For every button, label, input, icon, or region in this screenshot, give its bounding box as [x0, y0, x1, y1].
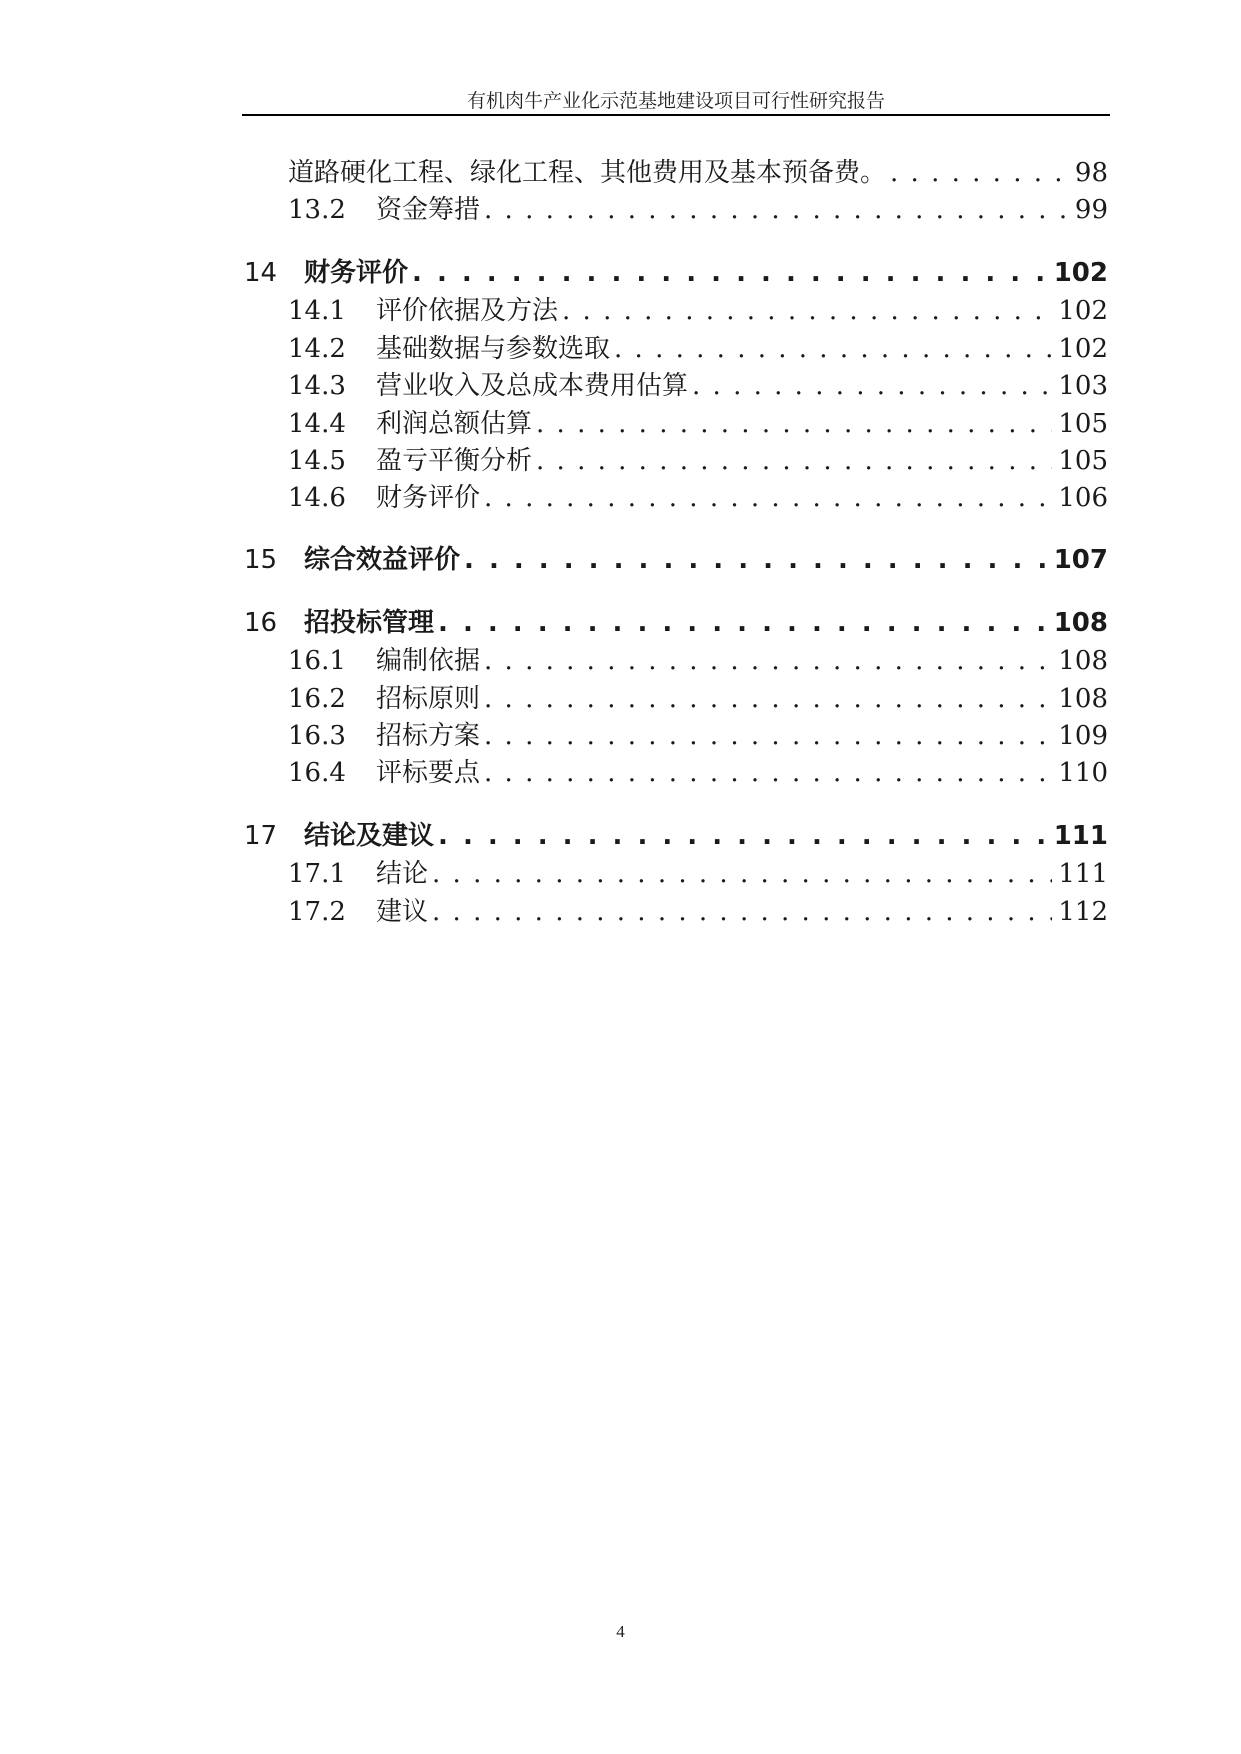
toc-chapter-page: 107 — [1053, 545, 1108, 575]
toc-entry-page: 111 — [1058, 859, 1108, 887]
toc-leader-dots — [484, 684, 1052, 712]
toc-entry-number: 13.2 — [288, 195, 346, 223]
toc-entry-title: 道路硬化工程、绿化工程、其他费用及基本预备费。 — [288, 158, 887, 186]
toc-entry-number: 14.1 — [288, 296, 346, 324]
toc-chapter-number: 14 — [244, 258, 278, 288]
toc-chapter-number: 17 — [244, 821, 278, 851]
toc-entry[interactable] — [288, 328, 1108, 362]
toc-leader-dots — [438, 821, 1048, 851]
toc-entry-page: 108 — [1058, 684, 1108, 712]
toc-entry-title: 建议 — [376, 897, 429, 925]
toc-leader-dots — [484, 483, 1052, 511]
toc-entry-title: 基础数据与参数选取 — [376, 334, 611, 362]
toc-leader-dots — [438, 608, 1048, 638]
toc-leader-dots — [464, 545, 1048, 575]
toc-entry-title: 评价依据及方法 — [376, 296, 559, 324]
toc-entry-title: 盈亏平衡分析 — [376, 446, 533, 474]
toc-entry-number: 17.2 — [288, 897, 346, 925]
toc-entry-number: 14.2 — [288, 334, 346, 362]
toc-entry-number: 16.3 — [288, 721, 346, 749]
toc-entry-number: 16.2 — [288, 684, 346, 712]
toc-entry-title: 营业收入及总成本费用估算 — [376, 371, 689, 399]
toc-entry[interactable] — [288, 189, 1108, 223]
toc-entry-title: 资金筹措 — [376, 195, 481, 223]
toc-chapter-page: 102 — [1053, 258, 1108, 288]
toc-chapter-number: 15 — [244, 545, 278, 575]
toc-leader-dots — [890, 158, 1069, 186]
toc-chapter-title: 招投标管理 — [304, 608, 435, 638]
toc-entry[interactable] — [288, 853, 1108, 887]
toc-entry[interactable] — [288, 715, 1108, 749]
toc-entry[interactable] — [288, 640, 1108, 674]
toc-entry[interactable] — [288, 152, 1108, 186]
toc-entry[interactable] — [288, 678, 1108, 712]
toc-entry-page: 110 — [1058, 758, 1108, 786]
toc-leader-dots — [484, 758, 1052, 786]
toc-entry-page: 102 — [1058, 296, 1108, 324]
toc-leader-dots — [432, 897, 1052, 925]
toc-entry-number: 16.4 — [288, 758, 346, 786]
toc-entry[interactable] — [288, 290, 1108, 324]
toc-entry-page: 103 — [1058, 371, 1108, 399]
toc-entry-page: 106 — [1058, 483, 1108, 511]
toc-entry[interactable] — [288, 752, 1108, 786]
toc-leader-dots — [536, 446, 1052, 474]
toc-entry[interactable] — [288, 365, 1108, 399]
toc-entry[interactable] — [288, 891, 1108, 925]
toc-entry-page: 105 — [1058, 446, 1108, 474]
toc-entry-title: 评标要点 — [376, 758, 481, 786]
toc-chapter-number: 16 — [244, 608, 278, 638]
toc-chapter[interactable] — [244, 252, 1108, 288]
toc-entry-page: 105 — [1058, 409, 1108, 437]
toc-entry-number: 14.4 — [288, 409, 346, 437]
toc-leader-dots — [484, 721, 1052, 749]
toc-entry-page: 99 — [1074, 195, 1108, 223]
toc-leader-dots — [614, 334, 1052, 362]
toc-chapter-page: 108 — [1053, 608, 1108, 638]
toc-entry-title: 编制依据 — [376, 646, 481, 674]
toc-leader-dots — [412, 258, 1048, 288]
toc-chapter-title: 结论及建议 — [304, 821, 435, 851]
toc-entry[interactable] — [288, 440, 1108, 474]
toc-entry-title: 结论 — [376, 859, 429, 887]
toc-leader-dots — [536, 409, 1052, 437]
toc-leader-dots — [692, 371, 1052, 399]
toc-entry-number: 16.1 — [288, 646, 346, 674]
toc-entry-number: 14.5 — [288, 446, 346, 474]
toc-leader-dots — [432, 859, 1052, 887]
toc-entry[interactable] — [288, 403, 1108, 437]
toc-entry[interactable] — [288, 477, 1108, 511]
toc-chapter-title: 综合效益评价 — [304, 545, 461, 575]
toc-leader-dots — [484, 646, 1052, 674]
toc-chapter-page: 111 — [1053, 821, 1108, 851]
toc-entry-number: 14.3 — [288, 371, 346, 399]
toc-entry-number: 14.6 — [288, 483, 346, 511]
toc-chapter[interactable] — [244, 602, 1108, 638]
toc-chapter[interactable] — [244, 815, 1108, 851]
toc-entry-page: 108 — [1058, 646, 1108, 674]
header-divider — [242, 114, 1110, 116]
toc-chapter[interactable] — [244, 539, 1108, 575]
toc-entry-title: 招标方案 — [376, 721, 481, 749]
running-header: 有机肉牛产业化示范基地建设项目可行性研究报告 — [466, 90, 885, 112]
toc-entry-title: 利润总额估算 — [376, 409, 533, 437]
toc-entry-title: 财务评价 — [376, 483, 481, 511]
toc-leader-dots — [484, 195, 1069, 223]
toc-leader-dots — [562, 296, 1052, 324]
toc-chapter-title: 财务评价 — [304, 258, 409, 288]
toc-entry-page: 112 — [1058, 897, 1108, 925]
toc-entry-page: 102 — [1058, 334, 1108, 362]
toc-entry-number: 17.1 — [288, 859, 346, 887]
toc-entry-page: 109 — [1058, 721, 1108, 749]
toc-entry-title: 招标原则 — [376, 684, 481, 712]
toc-entry-page: 98 — [1074, 158, 1108, 186]
page-number: 4 — [616, 1622, 625, 1641]
